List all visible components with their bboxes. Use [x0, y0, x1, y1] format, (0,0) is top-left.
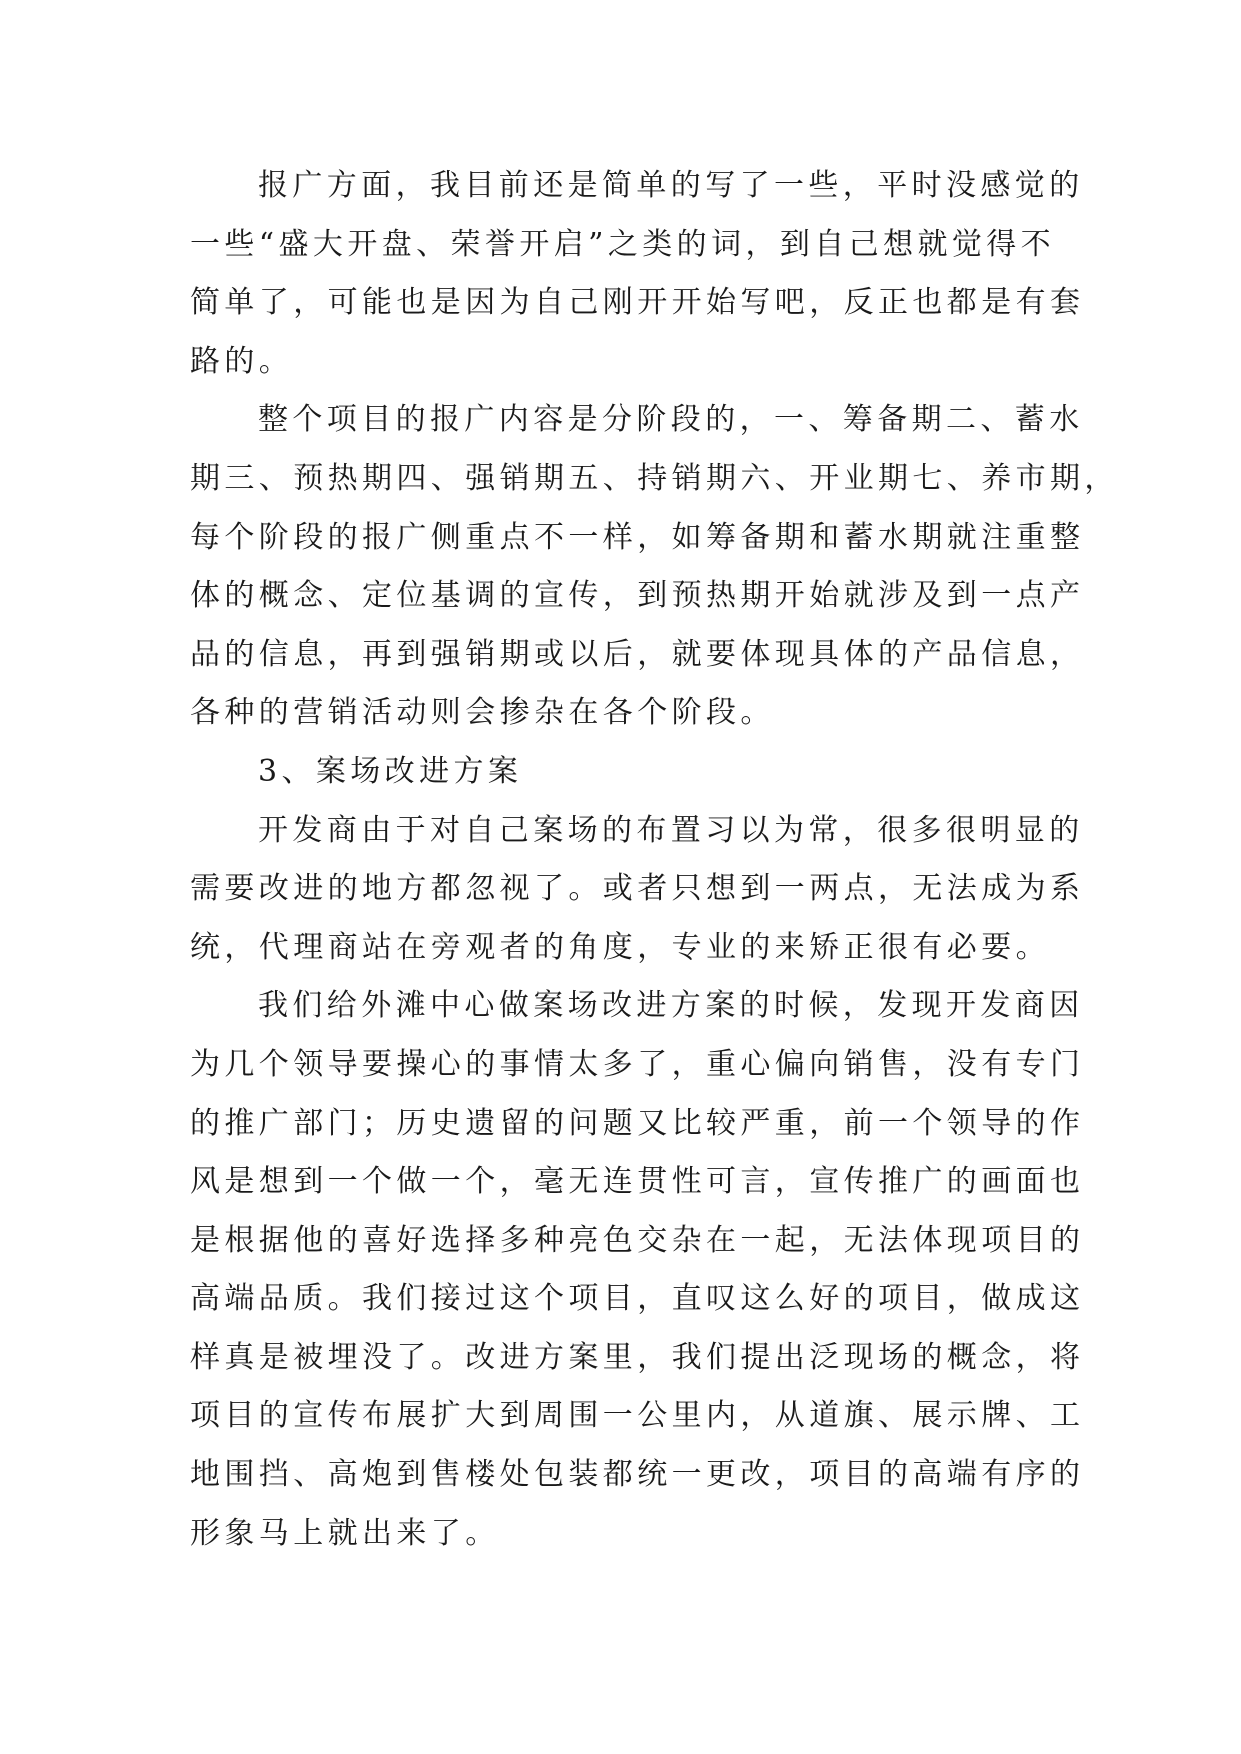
document-body: [190, 157, 1119, 1563]
paragraph-line: 高端品质。我们接过这个项目，直叹这么好的项目，做成这: [190, 1281, 1085, 1317]
paragraph-2: [190, 391, 1119, 743]
paragraph-1: [190, 157, 1085, 391]
paragraph-line: 每个阶段的报广侧重点不一样，如筹备期和蓄水期就注重整: [190, 519, 1085, 555]
paragraph-line: 报广方面，我目前还是简单的写了一些，平时没感觉的: [258, 168, 1084, 203]
paragraph-line: 的推广部门；历史遗留的问题又比较严重，前一个领导的作: [190, 1105, 1085, 1141]
paragraph-line: 期三、预热期四、强销期五、持销期六、开业期七、养市期，: [190, 460, 1119, 496]
paragraph-line: 体的概念、定位基调的宣传，到预热期开始就涉及到一点产: [190, 578, 1085, 614]
paragraph-line: 路的。: [190, 343, 294, 379]
paragraph-line: 地围挡、高炮到售楼处包装都统一更改，项目的高端有序的: [190, 1457, 1085, 1493]
paragraph-3: [190, 802, 1085, 978]
paragraph-line: 项目的宣传布展扩大到周围一公里内，从道旗、展示牌、工: [190, 1398, 1085, 1434]
section-heading: [190, 743, 1070, 802]
paragraph-4: [190, 977, 1085, 1563]
paragraph-line: 风是想到一个做一个，毫无连贯性可言，宣传推广的画面也: [190, 1164, 1085, 1200]
paragraph-line: 统，代理商站在旁观者的角度，专业的来矫正很有必要。: [190, 929, 1050, 965]
paragraph-line: 样真是被埋没了。改进方案里，我们提出泛现场的概念，将: [190, 1339, 1085, 1375]
paragraph-line: 一些“盛大开盘、荣誉开启”之类的词，到自己想就觉得不: [190, 226, 1056, 262]
paragraph-line: 简单了，可能也是因为自己刚开开始写吧，反正也都是有套: [190, 285, 1085, 321]
paragraph-line: 品的信息，再到强销期或以后，就要体现具体的产品信息，: [190, 636, 1085, 672]
paragraph-line: 需要改进的地方都忽视了。或者只想到一两点，无法成为系: [190, 871, 1085, 907]
paragraph-line: 是根据他的喜好选择多种亮色交杂在一起，无法体现项目的: [190, 1222, 1085, 1258]
paragraph-line: 为几个领导要操心的事情太多了，重心偏向销售，没有专门: [190, 1046, 1085, 1082]
paragraph-line: 开发商由于对自己案场的布置习以为常，很多很明显的: [258, 812, 1084, 848]
paragraph-line: 各种的营销活动则会掺杂在各个阶段。: [190, 695, 775, 731]
paragraph-line: 形象马上就出来了。: [190, 1515, 500, 1551]
section-heading-text: 3、案场改进方案: [258, 753, 523, 789]
paragraph-line: 我们给外滩中心做案场改进方案的时候，发现开发商因: [258, 988, 1084, 1024]
paragraph-line: 整个项目的报广内容是分阶段的，一、筹备期二、蓄水: [258, 402, 1084, 438]
